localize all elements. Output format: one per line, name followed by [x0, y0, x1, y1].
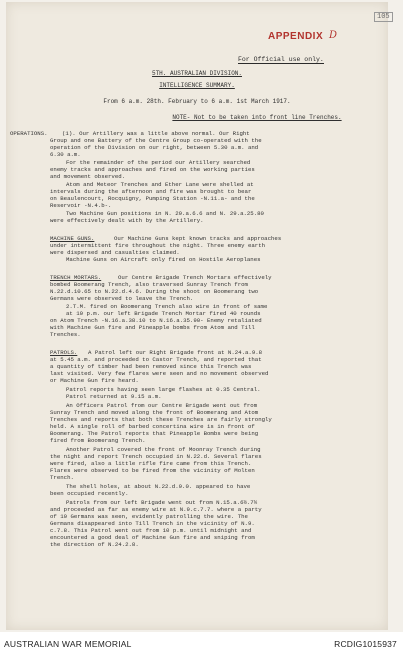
- text-line: For the remainder of the period our Artillery searched: [66, 159, 251, 166]
- official-use-label: For Official use only.: [238, 56, 324, 63]
- text-line: Trenches.: [50, 331, 81, 338]
- note-line: NOTE- Not to be taken into front line Trenches.: [172, 114, 342, 121]
- text-line: and movement observed.: [50, 173, 126, 180]
- summary-title: INTELLIGENCE SUMMARY.: [159, 82, 235, 89]
- text-line: Germans disappeared into Till Trench in the vicinity of N.9.: [50, 520, 255, 527]
- text-line: at 5.45 a.m. and proceeded to Castor Trench, and reported that: [50, 356, 262, 363]
- text-line: enemy tracks and approaches and fired on the working parties: [50, 166, 255, 173]
- text-line: on Atom Trench -N.16.a.38.10 to N.16.a.35.90- Enemy retaliated: [50, 317, 262, 324]
- text-line: Atom and Meteor Trenches and Ether Lane were shelled at: [66, 181, 254, 188]
- archive-footer: [0, 632, 403, 654]
- text-line: bombed Boomerang Trench, also traversed Sunray Trench from: [50, 281, 248, 288]
- text-line: on Beaulencourt, Rocquigny, Pumping Station -N.11.a- and the: [50, 195, 255, 202]
- text-line: the direction of N.24.2.8.: [50, 541, 139, 548]
- document-page: [6, 2, 388, 630]
- text-line: Our Machine Guns kept known tracks and approaches: [114, 235, 282, 242]
- text-line: N.22.d.10.65 to N.22.d.4.6. During the shoot on Boomerang two: [50, 288, 259, 295]
- text-line: operation of the Division on our right, between 5.30 a.m. and: [50, 144, 259, 151]
- period-line: From 6 a.m. 28th. February to 6 a.m. 1st March 1917.: [103, 98, 291, 105]
- text-line: Patrol returned at 9.15 a.m.: [66, 393, 162, 400]
- text-line: of 10 Germans was seen, evidently patrolling the wire. The: [50, 513, 248, 520]
- text-line: under intermittent fire throughout the night. Three enemy earth: [50, 242, 266, 249]
- text-line: A Patrol left our Right Brigade front at N.24.a.9.8: [88, 349, 263, 356]
- text-line: Trenches and reports that both these Trenches are fairly strongly: [50, 416, 272, 423]
- text-line: An Officers Patrol from our Centre Brigade went out from: [66, 402, 258, 409]
- text-line: The shell holes, at about N.22.d.9.0. appeared to have: [66, 483, 251, 490]
- appendix-letter: D: [329, 30, 338, 41]
- section-heading-trench-mortars: TRENCH MORTARS.: [50, 274, 102, 281]
- text-line: a quantity of timber had been removed since this Trench was: [50, 363, 252, 370]
- text-line: Patrol reports having seen large flashes at 0.35 Central.: [66, 386, 261, 393]
- text-line: Two Machine Gun positions in N. 29.a.6.6 and N. 29.a.25.80: [66, 210, 264, 217]
- footer-record-id: RCDIG1015937: [334, 639, 397, 649]
- appendix-stamp: APPENDIX: [268, 31, 324, 42]
- text-line: Boomerang. The Patrol reports that Pineapple Bombs were being: [50, 430, 259, 437]
- page-number: 105: [374, 12, 393, 22]
- text-line: 2.T.M. fired on Boomerang Trench also wire in front of same: [66, 303, 268, 310]
- text-line: been occupied recently.: [50, 490, 129, 497]
- text-line: encountered a good deal of Machine Gun fire and sniping from: [50, 534, 255, 541]
- text-line: were fired, also a little rifle fire came from this Trench.: [50, 460, 252, 467]
- text-line: Trench.: [50, 474, 74, 481]
- text-line: Our Centre Brigade Trench Mortars effectively: [118, 274, 272, 281]
- text-line: fired from Boomerang Trench.: [50, 437, 146, 444]
- text-line: with Machine Gun fire and Pineapple bombs from Atom and Till: [50, 324, 255, 331]
- section-heading-machine-guns: MACHINE GUNS.: [50, 235, 95, 242]
- text-line: Another Patrol covered the front of Moonray Trench during: [66, 446, 261, 453]
- footer-source: AUSTRALIAN WAR MEMORIAL: [4, 639, 132, 649]
- text-line: Germans were observed to leave the Trench.: [50, 295, 194, 302]
- text-line: intervals during the afternoon and fire was brought to bear: [50, 188, 252, 195]
- section-heading-operations: OPERATIONS.: [10, 130, 48, 137]
- text-line: or Machine Gun fire heard.: [50, 377, 139, 384]
- text-line: c.7.8. This Patrol went out from 10 p.m. until midnight and: [50, 527, 252, 534]
- text-line: Sunray Trench and moved along the front of Boomerang and Atom: [50, 409, 259, 416]
- text-line: last visited. Very few flares were seen and no movement observed: [50, 370, 269, 377]
- text-line: Reservoir -N.4.b-.: [50, 202, 112, 209]
- text-line: 6.30 a.m.: [50, 151, 81, 158]
- text-line: at 10 p.m. our left Brigade Trench Mortar fired 40 rounds: [66, 310, 261, 317]
- text-line: (1). Our Artillery was a little above normal. Our Right: [62, 130, 250, 137]
- text-line: held. A single roll of barbed concertina wire is in front of: [50, 423, 255, 430]
- text-line: Flares were observed to be fired from the vicinity of Molten: [50, 467, 255, 474]
- text-line: Patrols from our left Brigade went out from N.15.a.6½.7½: [66, 499, 258, 506]
- text-line: Machine Guns on Aircraft only fired on Hostile Aeroplanes: [66, 256, 261, 263]
- text-line: Group and one Battery of the Centre Group co-operated with the: [50, 137, 262, 144]
- division-title: 5TH. AUSTRALIAN DIVISION.: [151, 70, 242, 77]
- text-line: and proceeded as far as enemy wire at N.9.c.7.7. where a party: [50, 506, 262, 513]
- text-line: were dispersed and casualties claimed.: [50, 249, 180, 256]
- section-heading-patrols: PATROLS.: [50, 349, 78, 356]
- text-line: were effectively dealt with by the Artillery.: [50, 217, 204, 224]
- text-line: the night and report Trench occupied in N.22.d. Several flares: [50, 453, 262, 460]
